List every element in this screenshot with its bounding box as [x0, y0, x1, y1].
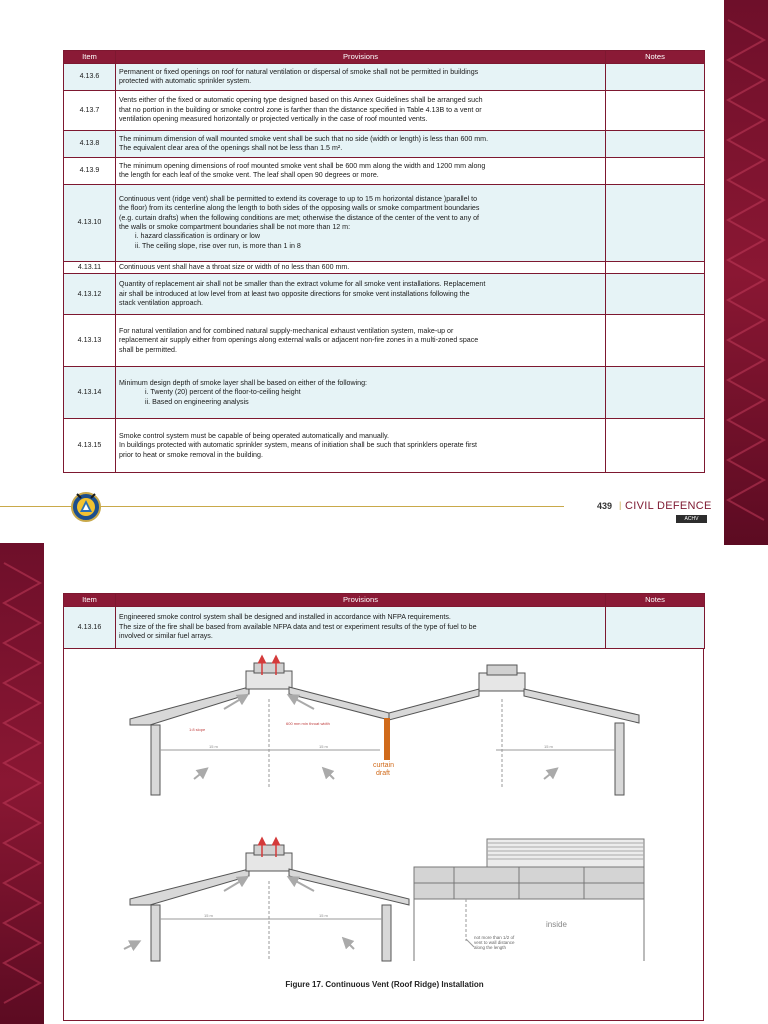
lower-section-drawing	[130, 845, 409, 961]
footer-separator: |	[619, 500, 622, 510]
table-row	[64, 64, 705, 91]
inside-label: inside	[546, 920, 567, 929]
table-row	[64, 158, 705, 185]
provision-text	[116, 419, 606, 473]
provision-text	[116, 131, 606, 158]
provision-line: stack ventilation approach.	[119, 299, 203, 308]
notes-column-header: Notes	[606, 594, 705, 607]
provision-line: prior to heat or smoke removal in the building.	[119, 450, 263, 459]
civil-defence-crest-logo	[70, 490, 102, 522]
provision-text	[116, 274, 606, 315]
provision-line: involved or similar fuel arrays.	[119, 632, 213, 641]
throat-width-label: 600 mm min throat width	[286, 721, 330, 726]
organization-name: CIVIL DEFENCE	[625, 500, 712, 512]
table-header-row	[64, 51, 705, 64]
perspective-roof-drawing	[414, 839, 644, 961]
table-row	[64, 131, 705, 158]
provisions-column-header: Provisions	[116, 51, 606, 64]
table-row	[64, 607, 705, 649]
curtain-draft	[384, 718, 390, 760]
provision-line: protected with automatic sprinkler system.	[119, 77, 252, 85]
provision-line: Vents either of the fixed or automatic opening type designed based on this Annex Guidelines shall be arranged such	[119, 96, 483, 105]
notes-cell	[606, 607, 705, 649]
distance-label: 15 m	[319, 913, 328, 918]
distance-label: 15 m	[204, 913, 213, 918]
figure-panel	[63, 649, 704, 1021]
notes-cell	[606, 131, 705, 158]
notes-cell	[606, 185, 705, 262]
provision-line: The minimum opening dimensions of roof mounted smoke vent shall be 600 mm along the width and 1200 mm along	[119, 161, 486, 170]
table-header-row	[64, 594, 705, 607]
provision-line: Engineered smoke control system shall be designed and installed in accordance with NFPA requirements.	[119, 613, 451, 622]
provision-line: Continuous vent shall have a throat size or width of no less than 600 mm.	[119, 263, 350, 271]
provision-line: air shall be introduced at low level from at least two opposite directions for smoke vent installations following the	[119, 289, 470, 298]
provision-subitem: ii. Based on engineering analysis	[145, 397, 249, 406]
page-number: 439	[597, 501, 613, 511]
vent-note-line: vent to wall distance	[474, 940, 515, 945]
provision-line: replacement air supply either from openings along external walls or adjacent non-fire zones in a multi-zoned space	[119, 336, 479, 345]
provision-line: that no portion in the building or smoke control zone is farther than the distance specified in Table 4.13B to a vent or	[119, 105, 482, 114]
item-number: 4.13.13	[64, 315, 116, 367]
item-number: 4.13.7	[64, 91, 116, 131]
provisions-column-header: Provisions	[116, 594, 606, 607]
table-row	[64, 367, 705, 419]
provision-line: Smoke control system must be capable of being operated automatically and manually.	[119, 431, 389, 440]
notes-cell	[606, 274, 705, 315]
slope-label: 1:8 slope	[189, 727, 206, 732]
notes-cell	[606, 262, 705, 274]
item-number: 4.13.15	[64, 419, 116, 473]
provision-text	[116, 158, 606, 185]
figure-caption: Figure 17. Continuous Vent (Roof Ridge) Installation	[285, 980, 484, 989]
provision-line: ventilation opening measured horizontally or projected vertically in the case of roof mounted vents.	[119, 115, 428, 124]
provision-line: For natural ventilation and for combined natural supply-mechanical exhaust ventilation system, make-up or	[119, 326, 454, 335]
notes-column-header: Notes	[606, 51, 705, 64]
provision-subitem: i. Twenty (20) percent of the floor-to-ceiling height	[145, 388, 301, 397]
provision-text	[116, 262, 606, 274]
curtain-label: curtain	[373, 762, 395, 769]
notes-cell	[606, 91, 705, 131]
provision-line: The size of the fire shall be based from available NFPA data and test or experiment results of the type of fuel to be	[119, 622, 477, 631]
decorative-side-strip	[724, 0, 768, 545]
distance-label: 15 m	[209, 744, 218, 749]
vent-note-line: not more than 1/2 of	[474, 935, 515, 940]
item-number: 4.13.16	[64, 607, 116, 649]
item-number: 4.13.11	[64, 262, 116, 274]
distance-label: 15 m	[319, 744, 328, 749]
provisions-table	[63, 50, 705, 473]
provision-line: The minimum dimension of wall mounted smoke vent shall be such that no side (width or length) is less than 600 mm.	[119, 134, 489, 143]
decorative-side-strip	[0, 543, 44, 1024]
table-row	[64, 262, 705, 274]
provision-text	[116, 91, 606, 131]
provision-text	[116, 64, 606, 91]
table-row	[64, 91, 705, 131]
table-row	[64, 185, 705, 262]
provision-line: The equivalent clear area of the openings shall not be less than 1.5 m².	[119, 144, 343, 152]
provision-line: In buildings protected with automatic sprinkler system, means of initiation shall be such that sprinklers operate first	[119, 441, 478, 450]
item-number: 4.13.10	[64, 185, 116, 262]
item-column-header: Item	[64, 594, 116, 607]
provision-line: Permanent or fixed openings on roof for natural ventilation or dispersal of smoke shall not be permitted in buildings	[119, 67, 479, 76]
provision-text	[116, 185, 606, 262]
item-number: 4.13.8	[64, 131, 116, 158]
provision-line: the floor) from its centerline along the length to both sides of the opposing walls or smoke compartment boundaries	[119, 204, 480, 213]
provision-subitem: ii. The ceiling slope, rise over run, is more than 1 in 8	[135, 241, 301, 250]
provision-subitem: i. hazard classification is ordinary or low	[135, 232, 260, 241]
provision-line: (e.g. curtain drafts) when the following conditions are met; otherwise the distance of the center of the vent to any of	[119, 213, 480, 222]
provision-line: Quantity of replacement air shall not be smaller than the extract volume for all smoke vent installations. Replacement	[119, 280, 486, 289]
provisions-table	[63, 593, 705, 649]
provision-line: the walls or smoke compartment boundaries shall be not more than 12 m:	[119, 223, 351, 231]
table-row	[64, 315, 705, 367]
distance-label: 15 m	[544, 744, 553, 749]
item-column-header: Item	[64, 51, 116, 64]
provision-line: Minimum design depth of smoke layer shall be based on either of the following:	[119, 378, 368, 387]
item-number: 4.13.14	[64, 367, 116, 419]
provision-line: shall be permitted.	[119, 345, 177, 354]
notes-cell	[606, 367, 705, 419]
notes-cell	[606, 64, 705, 91]
vent-note-line: along the length	[474, 945, 507, 950]
draft-label: draft	[376, 770, 391, 777]
notes-cell	[606, 315, 705, 367]
provision-line: the length for each leaf of the smoke vent. The leaf shall open 90 degrees or more.	[119, 171, 379, 179]
provision-text	[116, 315, 606, 367]
item-number: 4.13.6	[64, 64, 116, 91]
table-row	[64, 274, 705, 315]
section-badge: ACHV	[676, 515, 707, 523]
provision-text	[116, 367, 606, 419]
notes-cell	[606, 158, 705, 185]
item-number: 4.13.9	[64, 158, 116, 185]
table-row	[64, 419, 705, 473]
item-number: 4.13.12	[64, 274, 116, 315]
provision-text	[116, 607, 606, 649]
ridge-vent-diagram	[64, 649, 705, 1021]
provision-line: Continuous vent (ridge vent) shall be permitted to extend its coverage to up to 15 m horizontal distance )parallel to	[119, 194, 478, 203]
notes-cell	[606, 419, 705, 473]
